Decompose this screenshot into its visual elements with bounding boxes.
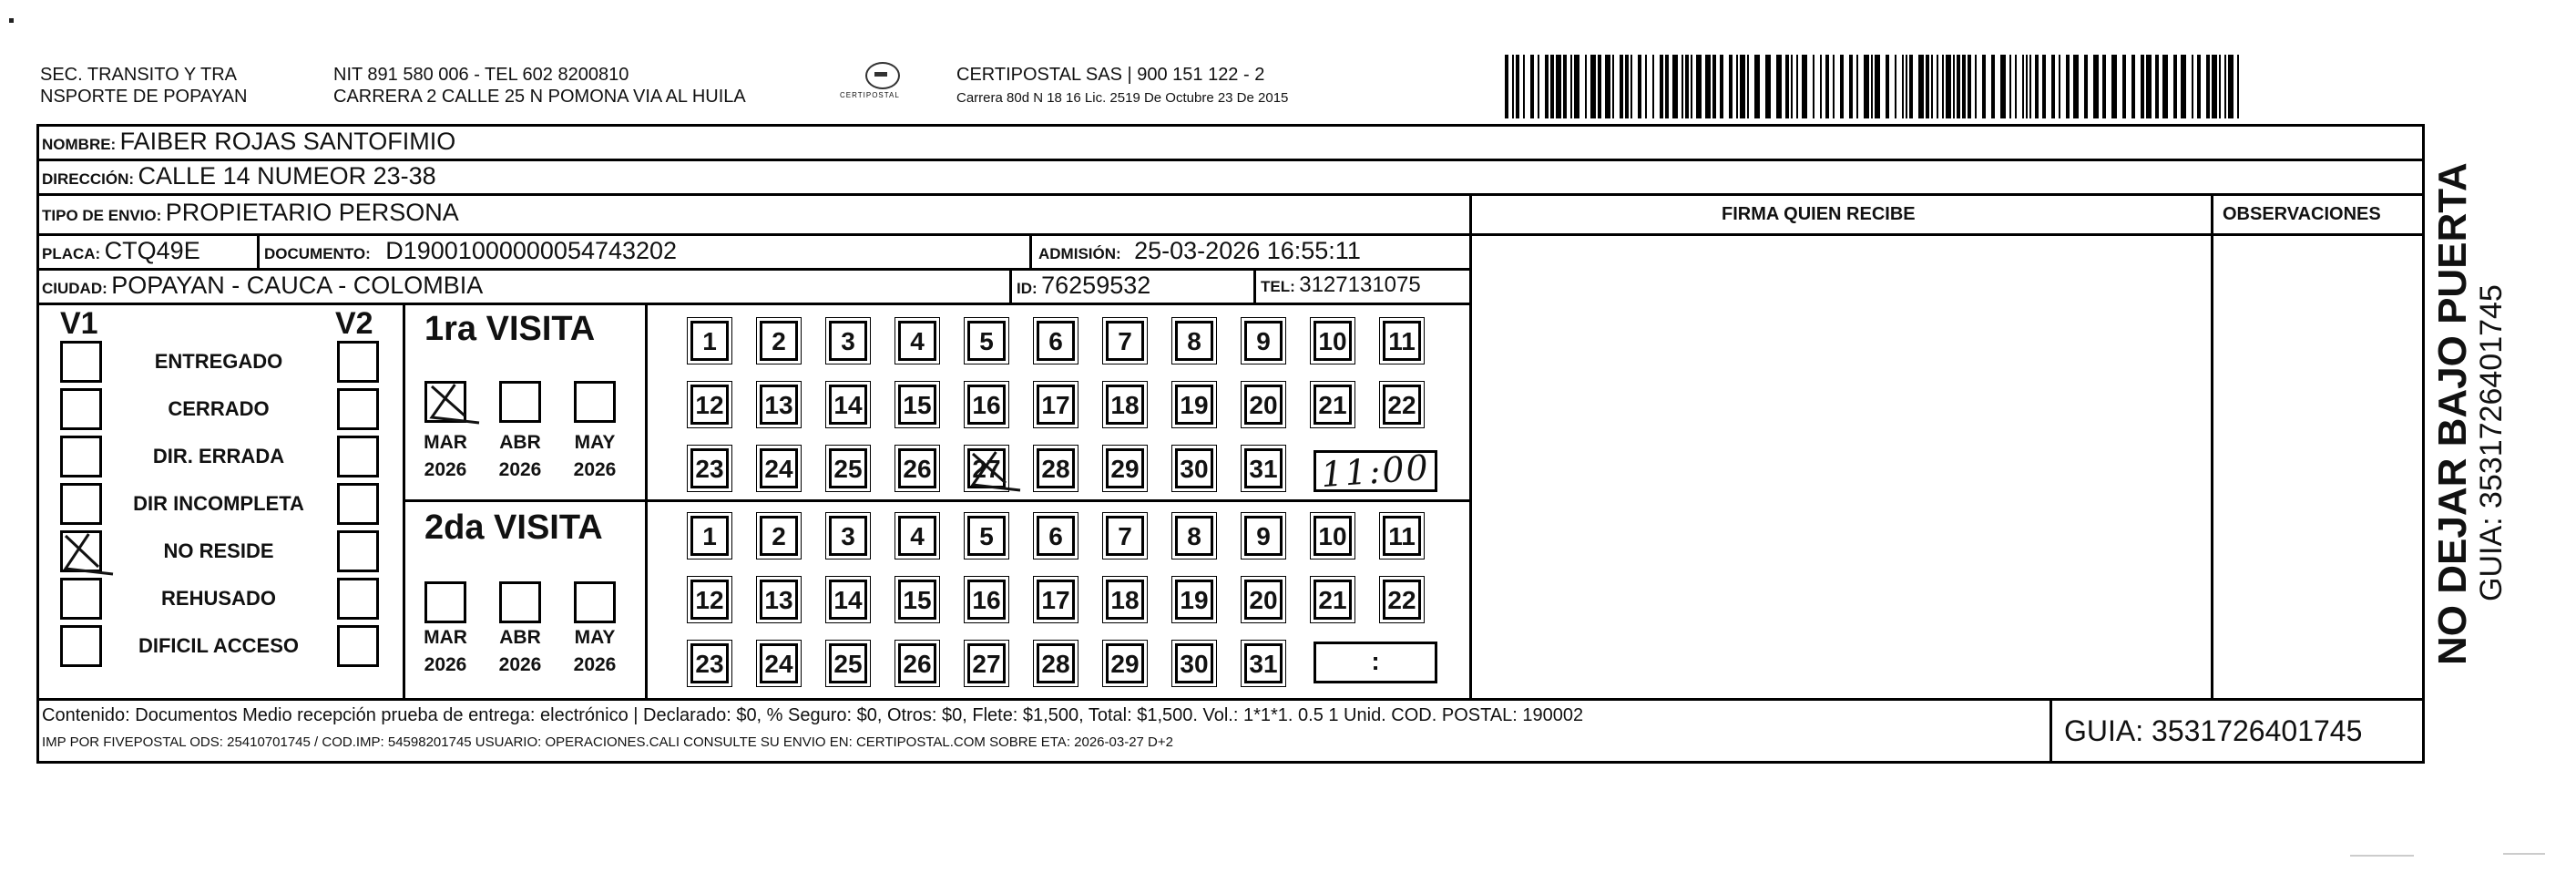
barcode-bar [2206, 55, 2210, 118]
logo-text: CERTIPOSTAL [840, 91, 900, 99]
v1-header: V1 [60, 306, 98, 341]
barcode-bar [1740, 55, 1745, 118]
status-label: NO RESIDE [163, 539, 274, 562]
tipo-row [42, 199, 459, 231]
day-box[interactable]: 6 [1037, 516, 1075, 556]
barcode-bar [1909, 55, 1913, 118]
v1-checkbox[interactable] [60, 436, 102, 477]
day-box[interactable]: 10 [1314, 321, 1352, 361]
certipostal-logo [865, 62, 900, 89]
day-box[interactable]: 1 [690, 321, 729, 361]
barcode-bar [1796, 55, 1798, 118]
barcode-bar [1906, 55, 1907, 118]
dot-mark [9, 18, 14, 23]
handwritten-x-mark [969, 450, 1007, 487]
direccion-value: CALLE 14 NUMEOR 23-38 [138, 162, 436, 190]
second-visit-time-colon: : [1371, 647, 1380, 675]
nombre-value: FAIBER ROJAS SANTOFIMIO [119, 128, 456, 155]
day-box[interactable]: 21 [1314, 580, 1352, 620]
v2-checkbox[interactable] [337, 483, 379, 525]
barcode-bar [1545, 55, 1549, 118]
barcode-bar [1652, 55, 1654, 118]
day-box[interactable]: 17 [1037, 385, 1075, 425]
day-box[interactable]: 22 [1383, 580, 1421, 620]
day-box[interactable]: 10 [1314, 516, 1352, 556]
ciudad-value: POPAYAN - CAUCA - COLOMBIA [111, 272, 484, 299]
day-box[interactable]: 25 [829, 643, 867, 683]
day-box[interactable]: 27 [967, 448, 1006, 488]
status-label: DIR. ERRADA [152, 445, 285, 467]
barcode-bar [2237, 55, 2239, 118]
status-label: DIR INCOMPLETA [133, 492, 304, 515]
placa-row [42, 237, 200, 269]
v1-checkbox[interactable] [60, 388, 102, 430]
barcode-bar [2042, 55, 2046, 118]
v1-checkbox[interactable] [60, 483, 102, 525]
barcode-bar [1957, 55, 1960, 118]
month-year-label: 2026 [498, 459, 542, 480]
day-box[interactable]: 27 [967, 643, 1006, 683]
signature-area[interactable] [1472, 235, 2210, 696]
barcode-bar [2122, 55, 2126, 118]
barcode-bar [2022, 55, 2024, 118]
day-box[interactable]: 18 [1106, 385, 1144, 425]
day-box[interactable]: 13 [760, 580, 798, 620]
barcode-bar [2224, 55, 2226, 118]
day-box[interactable]: 15 [898, 580, 936, 620]
day-box[interactable]: 18 [1106, 580, 1144, 620]
handwritten-x-mark [428, 383, 466, 419]
month-year-label: 2026 [424, 459, 467, 480]
barcode-bar [1849, 55, 1853, 118]
month-checkbox-may[interactable] [574, 581, 616, 623]
id-row [1017, 272, 1150, 303]
day-box[interactable]: 8 [1175, 516, 1213, 556]
barcode [1505, 55, 2244, 118]
day-box[interactable]: 30 [1175, 643, 1213, 683]
barcode-bar [1886, 55, 1889, 118]
status-label: CERRADO [168, 397, 270, 420]
company-sub: Carrera 80d N 18 16 Lic. 2519 De Octubre 23 De 2015 [956, 90, 1289, 106]
barcode-bar [1820, 55, 1822, 118]
month-year-label: 2026 [424, 654, 467, 675]
barcode-bar [1685, 55, 1689, 118]
barcode-bar [1895, 55, 1896, 118]
day-box[interactable]: 23 [690, 448, 729, 488]
documento-value: D19001000000054743202 [385, 237, 678, 264]
barcode-bar [2173, 55, 2177, 118]
barcode-bar [1638, 55, 1641, 118]
barcode-bar [1682, 55, 1683, 118]
day-box[interactable]: 29 [1106, 448, 1144, 488]
day-box[interactable]: 24 [760, 643, 798, 683]
v2-checkbox[interactable] [337, 388, 379, 430]
barcode-bar [1645, 55, 1647, 118]
barcode-bar [2146, 55, 2152, 118]
month-label: MAY [574, 627, 616, 648]
barcode-bar [1946, 55, 1951, 118]
no-dejar-bajo-puerta: NO DEJAR BAJO PUERTA [2430, 162, 2475, 665]
day-box[interactable]: 14 [829, 580, 867, 620]
month-checkbox-may[interactable] [574, 381, 616, 423]
day-box[interactable]: 7 [1106, 516, 1144, 556]
col-divider-placa [257, 233, 260, 268]
barcode-bar [1598, 55, 1601, 118]
barcode-bar [1785, 55, 1789, 118]
barcode-bar [1585, 55, 1587, 118]
day-box[interactable]: 4 [898, 321, 936, 361]
barcode-bar [1512, 55, 1514, 118]
barcode-bar [2162, 55, 2168, 118]
barcode-bar [2029, 55, 2031, 118]
month-checkbox-mar[interactable] [424, 581, 466, 623]
nombre-label: NOMBRE: [42, 136, 117, 153]
barcode-bar [1660, 55, 1663, 118]
day-box[interactable]: 5 [967, 321, 1006, 361]
barcode-bar [2000, 55, 2006, 118]
barcode-bar [2009, 55, 2011, 118]
documento-label: DOCUMENTO: [264, 245, 371, 262]
day-box[interactable]: 30 [1175, 448, 1213, 488]
day-box[interactable]: 14 [829, 385, 867, 425]
day-box[interactable]: 13 [760, 385, 798, 425]
v1-checkbox[interactable] [60, 625, 102, 667]
day-box[interactable]: 31 [1244, 448, 1283, 488]
barcode-bar [2219, 55, 2221, 118]
nit-line: NIT 891 580 006 - TEL 602 8200810 [333, 65, 629, 85]
day-box[interactable]: 31 [1244, 643, 1283, 683]
day-box[interactable]: 2 [760, 516, 798, 556]
day-box[interactable]: 16 [967, 385, 1006, 425]
barcode-bar [2197, 55, 2201, 118]
visit-divider [403, 499, 1470, 502]
barcode-bar [2015, 55, 2017, 118]
day-box[interactable]: 7 [1106, 321, 1144, 361]
barcode-bar [1696, 55, 1702, 118]
id-value: 76259532 [1041, 272, 1151, 299]
barcode-bar [2093, 55, 2099, 118]
status-label: REHUSADO [161, 587, 276, 610]
admision-row [1038, 237, 1361, 269]
day-box[interactable]: 9 [1244, 516, 1283, 556]
ciudad-row [42, 272, 483, 303]
v2-header: V2 [335, 306, 373, 341]
v2-checkbox[interactable] [337, 625, 379, 667]
col-divider-admision [1029, 233, 1032, 268]
barcode-bar [1605, 55, 1610, 118]
barcode-bar [1563, 55, 1567, 118]
second-visit-title: 2da VISITA [424, 508, 603, 547]
day-box[interactable]: 20 [1244, 385, 1283, 425]
barcode-bar [1729, 55, 1733, 118]
day-box[interactable]: 15 [898, 385, 936, 425]
day-box[interactable]: 12 [690, 385, 729, 425]
barcode-bar [1937, 55, 1938, 118]
barcode-bar [1802, 55, 1807, 118]
col-divider-guia [2050, 698, 2052, 764]
barcode-bar [1953, 55, 1955, 118]
barcode-bar [1612, 55, 1614, 118]
v2-checkbox[interactable] [337, 436, 379, 477]
barcode-bar [1747, 55, 1749, 118]
barcode-bar [1630, 55, 1632, 118]
day-box[interactable]: 19 [1175, 580, 1213, 620]
day-box[interactable]: 23 [690, 643, 729, 683]
barcode-bar [1991, 55, 1995, 118]
barcode-bar [2035, 55, 2039, 118]
day-box[interactable]: 25 [829, 448, 867, 488]
v2-checkbox[interactable] [337, 530, 379, 572]
barcode-bar [2192, 55, 2193, 118]
barcode-bar [1538, 55, 1539, 118]
month-year-label: 2026 [573, 654, 617, 675]
footer-divider [36, 698, 2425, 701]
address-line: CARRERA 2 CALLE 25 N POMONA VIA AL HUILA [333, 87, 746, 107]
v2-checkbox[interactable] [337, 578, 379, 620]
documento-row [264, 237, 677, 269]
month-label: MAY [574, 432, 616, 453]
barcode-bar [1516, 55, 1519, 118]
direccion-row [42, 162, 436, 194]
barcode-bar [1720, 55, 1723, 118]
barcode-bar [2181, 55, 2186, 118]
first-visit-title: 1ra VISITA [424, 310, 596, 348]
barcode-bar [2066, 55, 2070, 118]
month-checkbox-abr[interactable] [499, 581, 541, 623]
barcode-bar [1574, 55, 1579, 118]
day-box[interactable]: 9 [1244, 321, 1283, 361]
day-box[interactable]: 1 [690, 516, 729, 556]
day-box[interactable]: 24 [760, 448, 798, 488]
barcode-bar [2131, 55, 2135, 118]
barcode-bar [2111, 55, 2117, 118]
day-box[interactable]: 28 [1037, 643, 1075, 683]
first-visit-time-handwritten: 11:00 [1319, 447, 1432, 496]
day-box[interactable]: 20 [1244, 580, 1283, 620]
day-box[interactable]: 26 [898, 448, 936, 488]
day-box[interactable]: 29 [1106, 643, 1144, 683]
contenido-text: Contenido: Documentos Medio recepción prueba de entrega: electrónico | Declarado: $0, % Seguro: $0, Otros: $0, Flete: $1,500, Total: $1,500. Vol.: 1*1*1. 0.5 1 Unid. COD. POSTAL: 190002 [42, 705, 1584, 725]
day-box[interactable]: 17 [1037, 580, 1075, 620]
barcode-bar [1791, 55, 1793, 118]
col-divider-id [1009, 268, 1012, 303]
barcode-bar [1825, 55, 1829, 118]
observaciones-header: OBSERVACIONES [2223, 204, 2381, 224]
handwritten-x-mark [62, 532, 100, 570]
barcode-bar [1975, 55, 1977, 118]
day-box[interactable]: 3 [829, 321, 867, 361]
company-line: CERTIPOSTAL SAS | 900 151 122 - 2 [956, 65, 1265, 85]
tel-value: 3127131075 [1299, 272, 1421, 297]
firma-header: FIRMA QUIEN RECIBE [1722, 204, 1916, 224]
barcode-bar [2212, 55, 2217, 118]
barcode-bar [1754, 55, 1760, 118]
barcode-bar [2084, 55, 2088, 118]
day-box[interactable]: 3 [829, 516, 867, 556]
barcode-bar [1530, 55, 1534, 118]
month-checkbox-abr[interactable] [499, 381, 541, 423]
id-label: ID: [1017, 280, 1038, 297]
barcode-bar [1705, 55, 1711, 118]
sender-line-2: NSPORTE DE POPAYAN [40, 87, 248, 107]
tel-row [1261, 272, 1421, 302]
month-label: MAR [424, 627, 467, 648]
v1-checkbox[interactable] [60, 578, 102, 620]
day-box[interactable]: 16 [967, 580, 1006, 620]
barcode-bar [1672, 55, 1678, 118]
v1-checkbox[interactable] [60, 341, 102, 383]
day-box[interactable]: 19 [1175, 385, 1213, 425]
col-divider-tel [1253, 268, 1256, 303]
month-label: ABR [499, 627, 541, 648]
barcode-bar [1712, 55, 1716, 118]
sender-line-1: SEC. TRANSITO Y TRA [40, 65, 237, 85]
barcode-bar [1864, 55, 1869, 118]
tel-label: TEL: [1261, 278, 1295, 295]
barcode-bar [1931, 55, 1933, 118]
barcode-bar [2102, 55, 2106, 118]
day-box[interactable]: 22 [1383, 385, 1421, 425]
day-box[interactable]: 12 [690, 580, 729, 620]
status-label: DIFICIL ACCESO [138, 634, 299, 657]
speckle [2503, 853, 2545, 855]
day-box[interactable]: 4 [898, 516, 936, 556]
speckle [2350, 855, 2414, 857]
barcode-bar [1926, 55, 1929, 118]
day-box[interactable]: 21 [1314, 385, 1352, 425]
barcode-bar [1550, 55, 1554, 118]
barcode-bar [2051, 55, 2055, 118]
month-label: ABR [499, 432, 541, 453]
barcode-bar [1962, 55, 1966, 118]
barcode-bar [1856, 55, 1858, 118]
admision-value: 25-03-2026 16:55:11 [1134, 237, 1361, 264]
direccion-label: DIRECCIÓN: [42, 170, 135, 188]
barcode-bar [1918, 55, 1924, 118]
barcode-bar [2073, 55, 2079, 118]
barcode-bar [1776, 55, 1782, 118]
side-guia: GUIA: 3531726401745 [2474, 284, 2509, 601]
admision-label: ADMISIÓN: [1038, 245, 1121, 262]
imp-text: IMP POR FIVEPOSTAL ODS: 25410701745 / COD.IMP: 54598201745 USUARIO: OPERACIONES.CALI CONSULTE SU ENVIO EN: CERTIPOSTAL.COM SOBRE ETA: 2026-03-27 D+2 [42, 734, 1173, 750]
barcode-bar [2228, 55, 2234, 118]
barcode-bar [2141, 55, 2144, 118]
barcode-bar [1840, 55, 1844, 118]
placa-label: PLACA: [42, 245, 101, 262]
barcode-bar [1625, 55, 1629, 118]
barcode-bar [1982, 55, 1986, 118]
barcode-bar [1523, 55, 1525, 118]
barcode-bar [1813, 55, 1814, 118]
observations-area[interactable] [2213, 235, 2423, 696]
placa-value: CTQ49E [104, 237, 200, 264]
barcode-bar [1875, 55, 1880, 118]
barcode-bar [1765, 55, 1771, 118]
v2-checkbox[interactable] [337, 341, 379, 383]
barcode-bar [2155, 55, 2159, 118]
barcode-bar [1942, 55, 1944, 118]
tipo-value: PROPIETARIO PERSONA [165, 199, 459, 226]
barcode-bar [1556, 55, 1561, 118]
barcode-bar [1505, 55, 1508, 118]
day-box[interactable]: 8 [1175, 321, 1213, 361]
barcode-bar [1620, 55, 1623, 118]
barcode-bar [1833, 55, 1835, 118]
nombre-row [42, 128, 455, 159]
barcode-bar [1590, 55, 1596, 118]
day-box[interactable]: 28 [1037, 448, 1075, 488]
tipo-label: TIPO DE ENVIO: [42, 207, 162, 224]
day-box[interactable]: 6 [1037, 321, 1075, 361]
month-year-label: 2026 [573, 459, 617, 480]
status-label: ENTREGADO [154, 350, 283, 373]
month-label: MAR [424, 432, 467, 453]
barcode-bar [1902, 55, 1904, 118]
barcode-bar [1665, 55, 1669, 118]
ciudad-label: CIUDAD: [42, 280, 107, 297]
day-box[interactable]: 2 [760, 321, 798, 361]
day-box[interactable]: 26 [898, 643, 936, 683]
barcode-bar [1691, 55, 1692, 118]
day-box[interactable]: 11 [1383, 516, 1421, 556]
barcode-bar [1570, 55, 1572, 118]
footer-guia: GUIA: 3531726401745 [2064, 714, 2363, 747]
day-box[interactable]: 5 [967, 516, 1006, 556]
barcode-bar [1871, 55, 1873, 118]
barcode-bar [1736, 55, 1738, 118]
month-year-label: 2026 [498, 654, 542, 675]
barcode-bar [2026, 55, 2028, 118]
barcode-bar [2059, 55, 2060, 118]
barcode-bar [1968, 55, 1971, 118]
day-box[interactable]: 11 [1383, 321, 1421, 361]
